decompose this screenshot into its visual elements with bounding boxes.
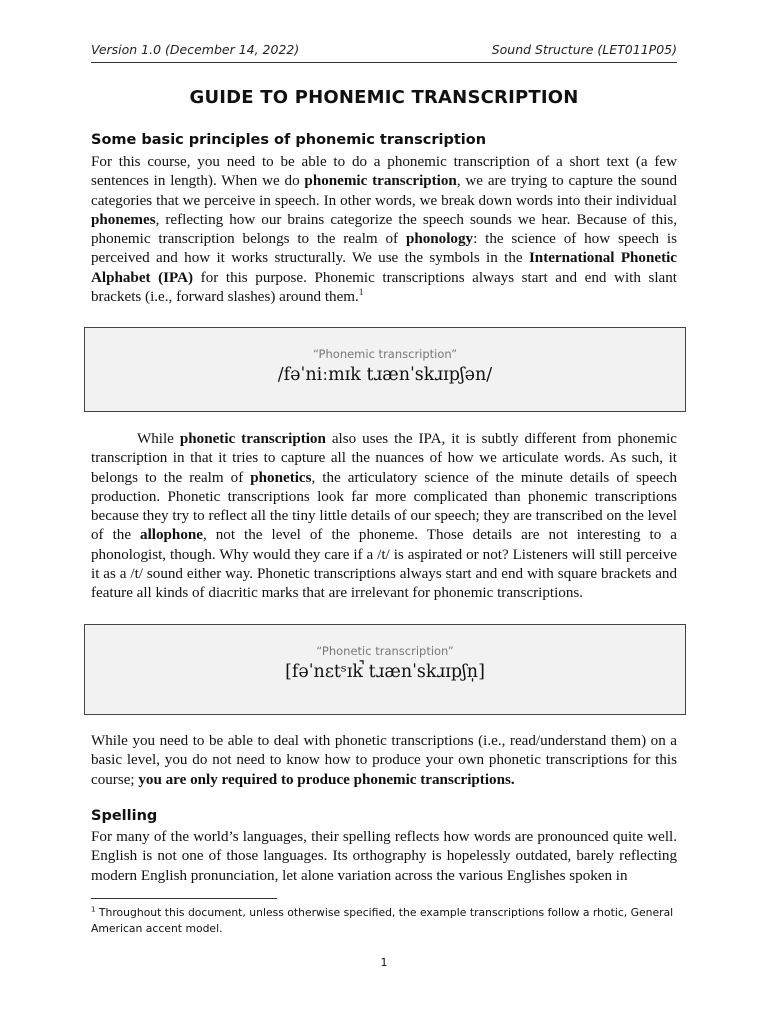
phonemic-example-box [84,327,686,412]
phonetic-example-box [84,624,686,715]
header-divider [91,62,677,63]
footnote-number: 1 [91,905,96,914]
paragraph-intro: For this course, you need to be able to do a phonemic transcription of a short text (a few sentences in length). When we do phonemic transcription, we are trying to capture the sound categories that we perceive in speech. In other words, we break down words into their individual phonemes, reflecting how our brains categorize the speech sounds we hear. Because of this, phonemic transcription belongs to the realm of phonology: the science of how speech is perceived and how it works structurally. We use the symbols in the International Phonetic Alphabet (IPA) for this purpose. Phonemic transcriptions always start and end with slant brackets (i.e., forward slashes) around them.$^1$ [91,154,678,306]
paragraph-spelling: For many of the world’s languages, their spelling reflects how words are pronounced quite well. English is not one of those languages. Its orthography is hopelessly outdated, barely reflecting modern English pronunciation, let alone variation across the various Englishes spoken in [91,829,677,884]
phonemic-example-ipa: /fəˈniːmɪk tɹænˈskɹɪpʃən/ [277,365,493,385]
phonetic-example-ipa: [fəˈnɛtˢɪk̚ tɹænˈskɹɪpʃn̩] [285,662,485,682]
page-number: 1 [380,956,388,969]
requirement-emphasis: you are only required to produce phonemic transcriptions. [138,771,515,788]
footnote-marker[interactable]: 1 [358,287,364,298]
term-ipa: International Phonetic Alphabet (IPA) [91,250,677,286]
term-allophone: allophone [140,527,203,544]
paragraph-requirement: While you need to be able to deal with phonetic transcriptions (i.e., read/understand them) on a basic level, you do not need to know how to produce your own phonetic transcriptions for this course; you are only required to produce phonemic transcriptions. [91,733,677,788]
term-phonology: phonology [405,231,474,248]
header-version: Version 1.0 (December 14, 2022) [91,42,300,57]
page-header [91,42,677,62]
phonetic-example-caption: “Phonetic transcription” [316,644,454,658]
term-phonetics: phonetics [250,469,312,486]
paragraph-phonetic: While phonetic transcription also uses the IPA, it is subtly different from phonemic transcription in that it tries to capture all the nuances of how we articulate words. As such, it belongs to the realm of phonetics, the articulatory science of the minute details of speech production. Phonetic transcriptions look far more complicated than phonemic transcriptions because they try to reflect all the tiny little details of our speech; they are transcribed on the level of the allophone, not the level of the phoneme. Those details are not interesting to a phonologist, though. Why would they care if a /t/ is aspirated or not? Listeners will still perceive it as a /t/ sound either way. Phonetic transcriptions always start and end with square brackets and feature all kinds of diacritic marks that are irrelevant for phonemic transcriptions. [91,431,678,602]
page-title: GUIDE TO PHONEMIC TRANSCRIPTION [189,87,579,108]
section-heading-principles: Some basic principles of phonemic transcription [91,132,487,148]
section-heading-spelling: Spelling [91,808,158,824]
term-phonemic-transcription: phonemic transcription [304,173,457,190]
phonemic-example-caption: “Phonemic transcription” [312,347,458,361]
footnote [91,905,681,937]
footnote-text: Throughout this document, unless otherwise specified, the example transcriptions follow a rhotic, General American accent model. [91,906,674,935]
term-phonetic-transcription: phonetic transcription [179,431,326,447]
header-course: Sound Structure (LET011P05) [491,42,677,57]
term-phonemes: phonemes [91,211,156,228]
footnote-divider [91,898,277,899]
